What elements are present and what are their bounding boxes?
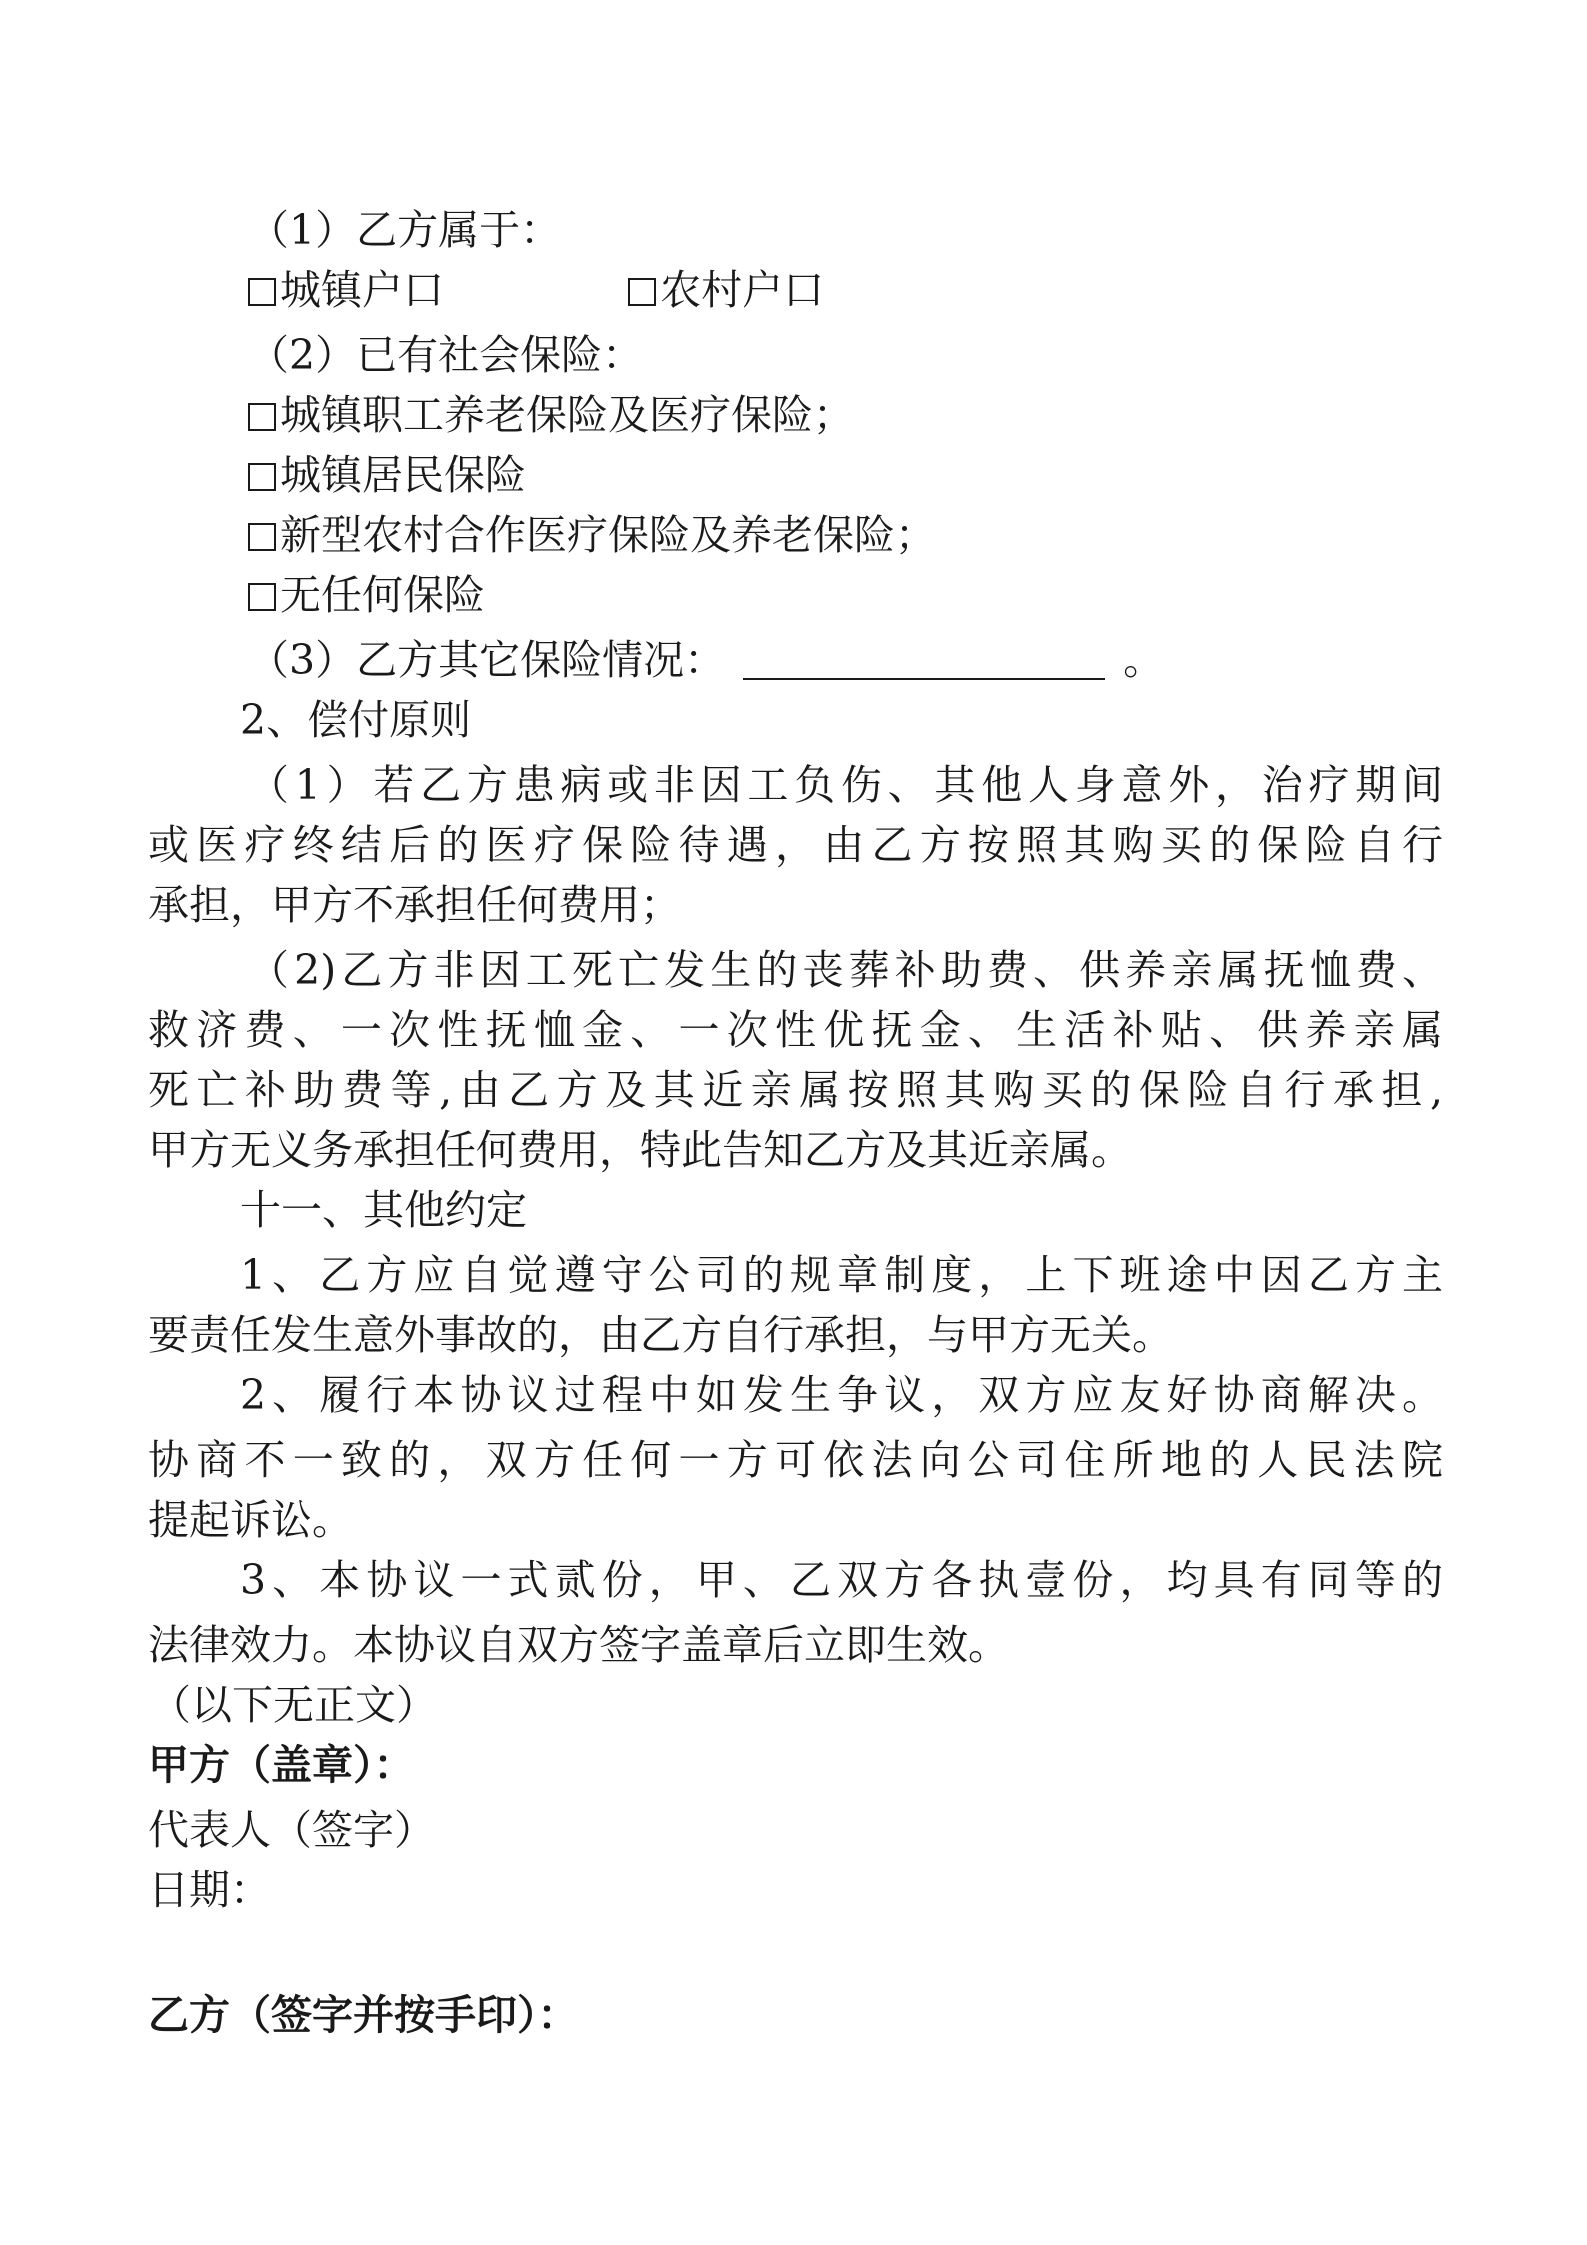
option-rural [248, 505, 936, 565]
insurance-q1: （1）乙方属于： [248, 206, 562, 254]
party-b-signature: 乙方（签字并按手印）： [148, 1991, 579, 2039]
principle-p2-line1: （2)乙方非因工死亡发生的丧葬补助费、供养亲属抚恤费、 [248, 946, 1443, 994]
principle-heading: 2、偿付原则 [240, 696, 472, 744]
date-label: 日期： [148, 1866, 271, 1914]
clause3-line2: 法律效力。本协议自双方签字盖章后立即生效。 [148, 1621, 1009, 1669]
urban-hukou-label: 城镇户口 [280, 266, 444, 314]
urban-hukou-checkbox[interactable] [248, 278, 276, 306]
principle-p2-line2: 救济费、一次性抚恤金、一次性优抚金、生活补贴、供养亲属 [148, 1006, 1443, 1054]
residents-insurance-checkbox[interactable] [248, 463, 276, 491]
party-a-seal: 甲方（盖章）： [148, 1741, 415, 1789]
insurance-q2: （2）已有社会保险： [248, 331, 644, 379]
option-workers [248, 385, 854, 445]
clause2-line2: 协商不一致的，双方任何一方可依法向公司住所地的人民法院 [148, 1436, 1443, 1484]
principle-p2-line4: 甲方无义务承担任何费用，特此告知乙方及其近亲属。 [148, 1126, 1132, 1174]
option-residents [248, 445, 526, 505]
clause1-line2: 要责任发生意外事故的，由乙方自行承担，与甲方无关。 [148, 1311, 1173, 1359]
principle-p1-line2: 或医疗终结后的医疗保险待遇，由乙方按照其购买的保险自行 [148, 821, 1443, 869]
rural-insurance-label: 新型农村合作医疗保险及养老保险； [280, 511, 936, 559]
workers-insurance-label: 城镇职工养老保险及医疗保险； [280, 391, 854, 439]
clause2-line3: 提起诉讼。 [148, 1496, 353, 1544]
rural-insurance-checkbox[interactable] [248, 523, 276, 551]
no-insurance-label: 无任何保险 [280, 571, 485, 619]
insurance-q3 [248, 630, 1164, 690]
hukou-options [248, 260, 824, 320]
principle-p1-line1: （1）若乙方患病或非因工负伤、其他人身意外，治疗期间 [248, 761, 1443, 809]
clause3-line1: 3、本协议一式贰份，甲、乙双方各执壹份，均具有同等的 [240, 1556, 1443, 1604]
end-note: （以下无正文） [150, 1681, 437, 1729]
no-insurance-checkbox[interactable] [248, 583, 276, 611]
rural-hukou-checkbox[interactable] [628, 278, 656, 306]
principle-p2-line3: 死亡补助费等,由乙方及其近亲属按照其购买的保险自行承担, [148, 1066, 1443, 1114]
other-heading: 十一、其他约定 [240, 1186, 527, 1234]
clause2-line1: 2、履行本协议过程中如发生争议，双方应友好协商解决。 [240, 1371, 1443, 1419]
insurance-q3-label: （3）乙方其它保险情况： [248, 636, 726, 684]
insurance-q3-end: 。 [1123, 636, 1165, 684]
clause1-line1: 1、乙方应自觉遵守公司的规章制度，上下班途中因乙方主 [240, 1251, 1443, 1299]
principle-p1-line3: 承担，甲方不承担任何费用； [148, 881, 681, 929]
representative-signature: 代表人（签字） [148, 1806, 435, 1854]
other-insurance-blank[interactable] [743, 634, 1105, 680]
rural-hukou-label: 农村户口 [660, 266, 825, 314]
option-none [248, 565, 485, 625]
residents-insurance-label: 城镇居民保险 [280, 451, 526, 499]
workers-insurance-checkbox[interactable] [248, 403, 276, 431]
